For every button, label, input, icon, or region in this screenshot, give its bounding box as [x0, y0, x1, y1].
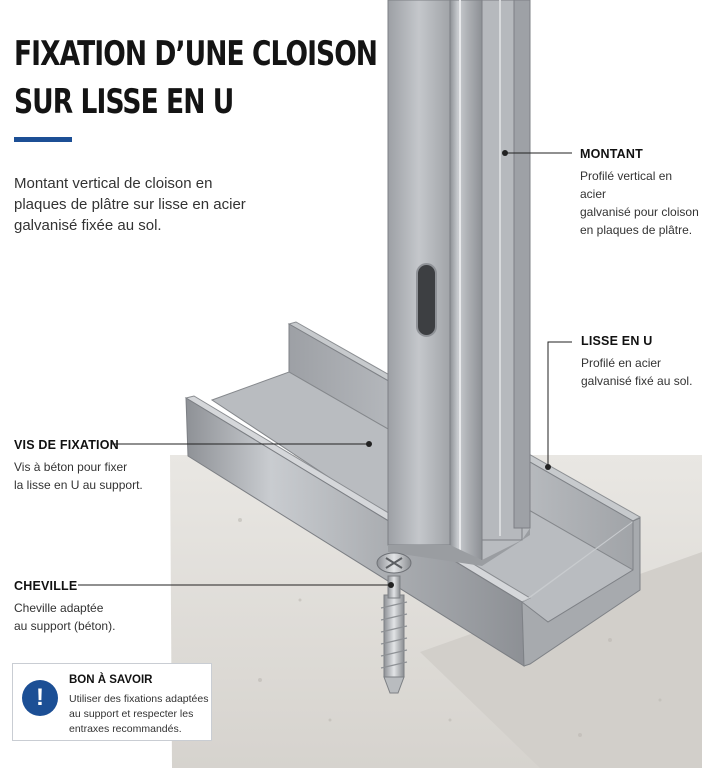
callout-montant [580, 145, 700, 239]
vertical-stud [388, 0, 530, 566]
info-exclamation-icon: ! [22, 680, 58, 716]
intro-text: Montant vertical de cloison en plaques de plâtre sur lisse en acier galvanisé fixée au sol. [14, 175, 246, 234]
callout-lisse [581, 332, 699, 390]
callout-vis-title: VIS DE FIXATION [14, 438, 119, 452]
callout-lisse-text: Profilé en acier galvanisé fixé au sol. [581, 356, 693, 388]
callout-vis [14, 436, 184, 494]
callout-cheville-text: Cheville adaptée au support (béton). [14, 601, 116, 633]
title-line-2: SUR LISSE EN U [14, 82, 234, 122]
callout-montant-title: MONTANT [580, 147, 643, 161]
callout-cheville [14, 577, 164, 635]
callout-lisse-title: LISSE EN U [581, 334, 653, 348]
title-line-1: FIXATION D’UNE CLOISON [14, 34, 378, 74]
callout-vis-text: Vis à béton pour fixer la lisse en U au support. [14, 460, 143, 492]
callout-montant-text: Profilé vertical en acier galvanisé pour cloison en plaques de plâtre. [580, 169, 699, 237]
tip-text: Utiliser des fixations adaptées au support et respecter les entraxes recommandés. [69, 693, 209, 735]
page-title [14, 30, 377, 126]
tip-title: BON À SAVOIR [69, 674, 153, 686]
tip-box [12, 663, 212, 741]
callout-cheville-title: CHEVILLE [14, 579, 78, 593]
title-accent-bar [14, 137, 72, 142]
